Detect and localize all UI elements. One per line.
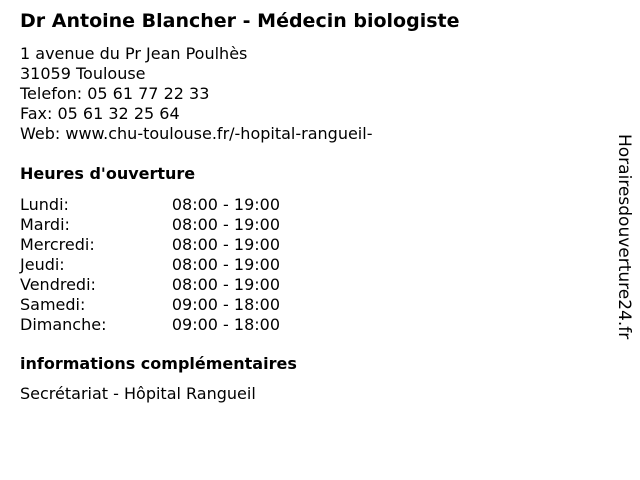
day-label: Jeudi: (20, 255, 65, 274)
day-label: Vendredi: (20, 275, 96, 294)
time-range: 09:00 - 18:00 (171, 315, 280, 334)
day-label: Mercredi: (20, 235, 95, 254)
time-range: 08:00 - 19:00 (171, 195, 280, 214)
time-range: 08:00 - 19:00 (171, 215, 280, 234)
time-range: 08:00 - 19:00 (171, 235, 280, 254)
city: 31059 Toulouse (20, 64, 146, 83)
additional-info-heading: informations complémentaires (20, 354, 297, 373)
additional-info-text: Secrétariat - Hôpital Rangueil (20, 384, 256, 403)
address-block (20, 44, 372, 144)
day-label: Lundi: (20, 195, 69, 214)
opening-hours-heading: Heures d'ouverture (20, 164, 196, 183)
fax-number: Fax: 05 61 32 25 64 (20, 104, 180, 123)
hours-row-saturday (20, 295, 280, 315)
hours-row-monday (20, 195, 280, 215)
day-label: Samedi: (20, 295, 86, 314)
watermark-text: Horairesdouverture24.fr (614, 134, 634, 340)
hours-row-friday (20, 275, 280, 295)
hours-row-tuesday (20, 215, 280, 235)
page-title: Dr Antoine Blancher - Médecin biologiste (20, 10, 460, 32)
time-range: 09:00 - 18:00 (171, 295, 280, 314)
street-address: 1 avenue du Pr Jean Poulhès (20, 44, 248, 63)
day-label: Mardi: (20, 215, 70, 234)
opening-hours-table (20, 195, 280, 335)
hours-row-wednesday (20, 235, 280, 255)
time-range: 08:00 - 19:00 (171, 255, 280, 274)
phone-number: Telefon: 05 61 77 22 33 (20, 84, 210, 103)
hours-row-thursday (20, 255, 280, 275)
watermark (612, 134, 636, 374)
time-range: 08:00 - 19:00 (171, 275, 280, 294)
day-label: Dimanche: (20, 315, 107, 334)
website: Web: www.chu-toulouse.fr/-hopital-rangueil- (20, 124, 373, 143)
hours-row-sunday (20, 315, 280, 335)
